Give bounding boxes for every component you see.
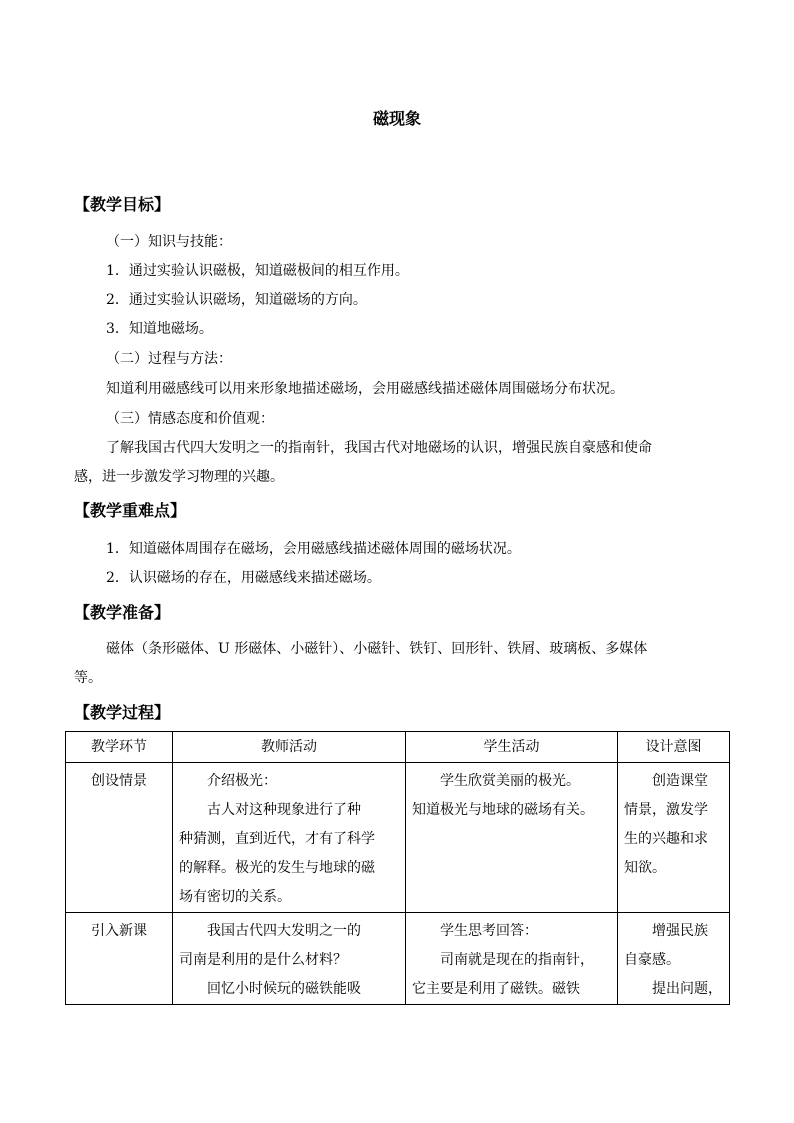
heading-key-points: 【教学重难点】 — [74, 501, 187, 520]
intent-text: 自豪感。 — [624, 952, 680, 968]
intent-text: 生的兴趣和求 — [624, 831, 708, 847]
teacher-text: 种猜测，直到近代，才有了科学 — [179, 831, 375, 847]
teacher-text: 的解释。极光的发生与地球的磁 — [179, 860, 375, 876]
student-text: 知道极光与地球的磁场有关。 — [412, 802, 594, 818]
student-cell — [406, 913, 618, 1005]
goals-line: 知道利用磁感线可以用来形象地描述磁场，会用磁感线描述磁体周围磁场分布状况。 — [106, 381, 624, 397]
teacher-text: 回忆小时候玩的磁铁能吸 — [207, 981, 361, 997]
goals-line: （二）过程与方法： — [106, 351, 232, 367]
student-text: 它主要是利用了磁铁。磁铁 — [412, 981, 580, 997]
intent-text: 提出问题， — [652, 981, 722, 997]
table-row — [66, 763, 730, 913]
stage-cell — [66, 763, 173, 913]
teaching-process-table — [65, 731, 730, 1005]
intent-text: 情景，激发学 — [624, 802, 708, 818]
preparation-line: 磁体（条形磁体、U 形磁体、小磁针）、小磁针、铁钉、回形针、铁屑、玻璃板、多媒体 — [106, 641, 648, 657]
student-cell — [406, 763, 618, 913]
page-title: 磁现象 — [372, 109, 421, 128]
table-row — [66, 913, 730, 1005]
key-point-line: 2．认识磁场的存在，用磁感线来描述磁场。 — [106, 570, 381, 586]
teacher-text: 我国古代四大发明之一的 — [207, 923, 361, 939]
heading-teaching-goals: 【教学目标】 — [74, 195, 171, 214]
heading-teaching-process: 【教学过程】 — [74, 703, 171, 722]
student-text: 学生欣赏美丽的极光。 — [440, 773, 580, 789]
teacher-text: 司南是利用的是什么材料？ — [179, 952, 347, 968]
goals-line: 1．通过实验认识磁极，知道磁极间的相互作用。 — [106, 263, 409, 279]
intent-cell — [618, 913, 730, 1005]
stage-label: 引入新课 — [91, 923, 147, 939]
column-header: 设计意图 — [618, 732, 730, 763]
intent-text: 创造课堂 — [652, 773, 708, 789]
column-header: 教师活动 — [173, 732, 406, 763]
teacher-cell — [173, 913, 406, 1005]
goals-line: 了解我国古代四大发明之一的指南针，我国古代对地磁场的认识，增强民族自豪感和使命 — [106, 440, 652, 456]
intent-text: 知欲。 — [624, 860, 666, 876]
teacher-text: 场有密切的关系。 — [179, 889, 291, 905]
column-header: 教学环节 — [66, 732, 173, 763]
teacher-text: 古人对这种现象进行了种 — [207, 802, 361, 818]
student-text: 学生思考回答： — [440, 923, 538, 939]
goals-line: 2．通过实验认识磁场，知道磁场的方向。 — [106, 292, 367, 308]
table-header-row — [66, 732, 730, 763]
column-header: 学生活动 — [406, 732, 618, 763]
goals-line: （一）知识与技能： — [106, 234, 232, 250]
goals-line: 3．知道地磁场。 — [106, 321, 213, 337]
teacher-text: 介绍极光： — [207, 773, 277, 789]
goals-line: 感，进一步激发学习物理的兴趣。 — [74, 469, 284, 485]
student-text: 司南就是现在的指南针， — [440, 952, 594, 968]
teacher-cell — [173, 763, 406, 913]
preparation-line: 等。 — [74, 670, 102, 686]
intent-text: 增强民族 — [652, 923, 708, 939]
intent-cell — [618, 763, 730, 913]
stage-cell — [66, 913, 173, 1005]
goals-line: （三）情感态度和价值观： — [106, 411, 274, 427]
stage-label: 创设情景 — [91, 773, 147, 789]
key-point-line: 1．知道磁体周围存在磁场，会用磁感线描述磁体周围的磁场状况。 — [106, 541, 521, 557]
heading-preparation: 【教学准备】 — [74, 603, 171, 622]
